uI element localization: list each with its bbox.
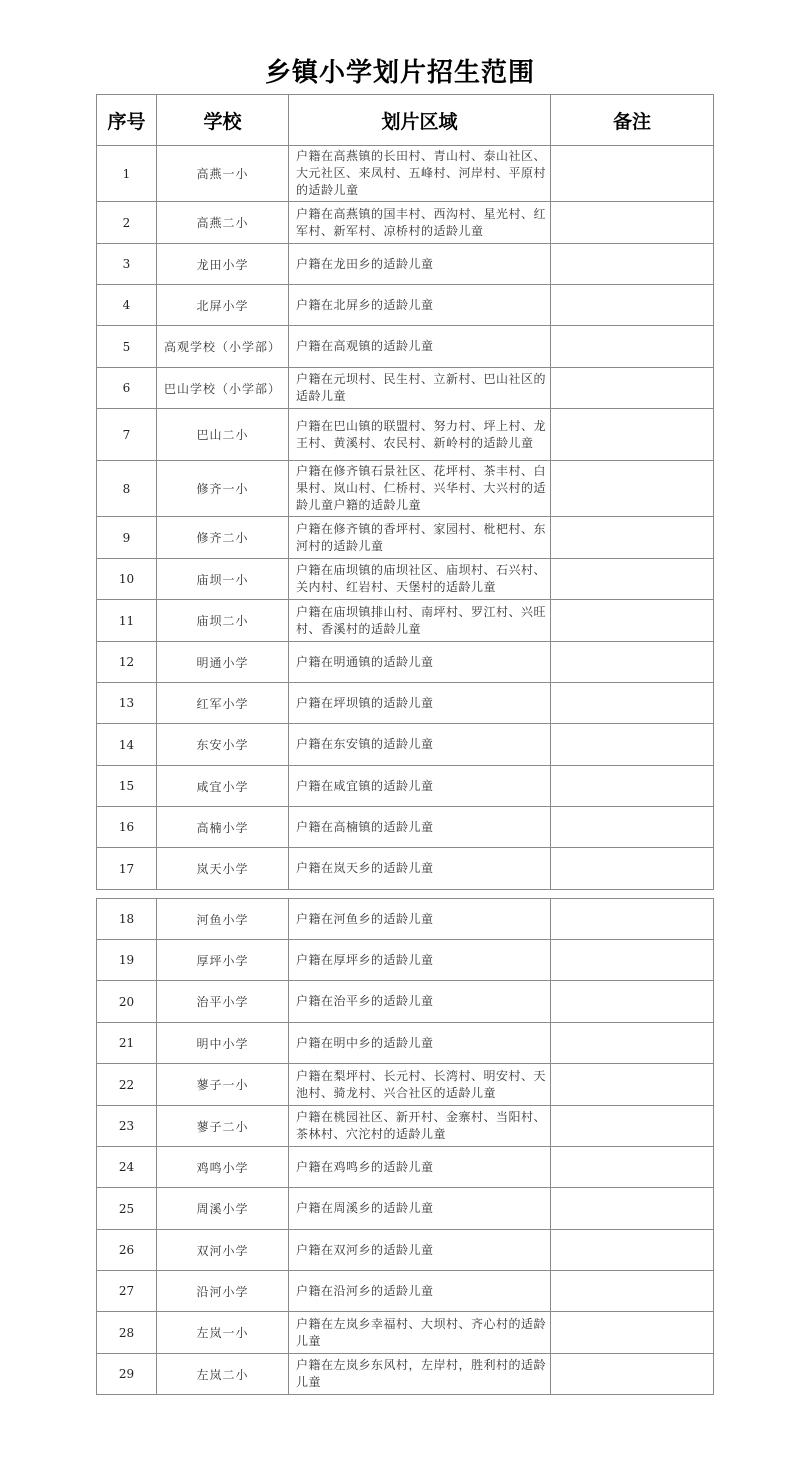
row-number: 10 [97, 559, 157, 600]
school-name: 龙田小学 [157, 244, 289, 285]
header-area: 划片区域 [289, 95, 551, 146]
enrollment-area: 户籍在高楠镇的适龄儿童 [289, 807, 551, 848]
table-row [97, 461, 714, 517]
enrollment-area: 户籍在高燕镇的长田村、青山村、泰山社区、大元社区、来凤村、五峰村、河岸村、平原村的适龄儿童 [289, 146, 551, 202]
school-name: 左岚一小 [157, 1312, 289, 1354]
header-note: 备注 [551, 95, 714, 146]
table-row [97, 1147, 714, 1188]
school-name: 巴山二小 [157, 409, 289, 461]
row-number: 16 [97, 807, 157, 848]
remarks [551, 1312, 714, 1354]
enrollment-area: 户籍在周溪乡的适龄儿童 [289, 1188, 551, 1230]
remarks [551, 848, 714, 890]
school-name: 沿河小学 [157, 1271, 289, 1312]
enrollment-area: 户籍在左岚乡幸福村、大坝村、齐心村的适龄儿童 [289, 1312, 551, 1354]
table-row [97, 1064, 714, 1106]
school-name: 修齐二小 [157, 517, 289, 559]
row-number: 20 [97, 981, 157, 1023]
table-row [97, 146, 714, 202]
enrollment-area: 户籍在修齐镇的香坪村、家园村、枇杷村、东河村的适龄儿童 [289, 517, 551, 559]
enrollment-area: 户籍在龙田乡的适龄儿童 [289, 244, 551, 285]
remarks [551, 642, 714, 683]
enrollment-area: 户籍在河鱼乡的适龄儿童 [289, 899, 551, 940]
school-name: 高燕二小 [157, 202, 289, 244]
row-number: 28 [97, 1312, 157, 1354]
table-row [97, 1230, 714, 1271]
table-row [97, 1354, 714, 1395]
remarks [551, 409, 714, 461]
remarks [551, 146, 714, 202]
enrollment-table-continued [96, 898, 714, 1395]
row-number: 3 [97, 244, 157, 285]
table-row [97, 724, 714, 766]
remarks [551, 1064, 714, 1106]
remarks [551, 1106, 714, 1147]
enrollment-area: 户籍在厚坪乡的适龄儿童 [289, 940, 551, 981]
remarks [551, 517, 714, 559]
enrollment-area: 户籍在沿河乡的适龄儿童 [289, 1271, 551, 1312]
table-row [97, 368, 714, 409]
remarks [551, 899, 714, 940]
row-number: 7 [97, 409, 157, 461]
school-name: 高观学校（小学部） [157, 326, 289, 368]
remarks [551, 244, 714, 285]
remarks [551, 1271, 714, 1312]
table-row [97, 766, 714, 807]
row-number: 11 [97, 600, 157, 642]
school-name: 鸡鸣小学 [157, 1147, 289, 1188]
table-row [97, 848, 714, 890]
school-name: 高楠小学 [157, 807, 289, 848]
remarks [551, 559, 714, 600]
remarks [551, 461, 714, 517]
enrollment-area: 户籍在高观镇的适龄儿童 [289, 326, 551, 368]
enrollment-area: 户籍在坪坝镇的适龄儿童 [289, 683, 551, 724]
remarks [551, 368, 714, 409]
row-number: 5 [97, 326, 157, 368]
school-name: 庙坝二小 [157, 600, 289, 642]
table-row [97, 326, 714, 368]
remarks [551, 326, 714, 368]
school-name: 蓼子二小 [157, 1106, 289, 1147]
enrollment-area: 户籍在修齐镇石景社区、花坪村、茶丰村、白果村、岚山村、仁桥村、兴华村、大兴村的适龄儿童户籍的适龄儿童 [289, 461, 551, 517]
remarks [551, 807, 714, 848]
header-no: 序号 [97, 95, 157, 146]
row-number: 27 [97, 1271, 157, 1312]
enrollment-area: 户籍在岚天乡的适龄儿童 [289, 848, 551, 890]
remarks [551, 724, 714, 766]
school-name: 蓼子一小 [157, 1064, 289, 1106]
table-body-continued [97, 899, 714, 1395]
table-row [97, 899, 714, 940]
school-name: 明中小学 [157, 1023, 289, 1064]
row-number: 13 [97, 683, 157, 724]
enrollment-area: 户籍在双河乡的适龄儿童 [289, 1230, 551, 1271]
table-row [97, 1023, 714, 1064]
table-row [97, 642, 714, 683]
row-number: 17 [97, 848, 157, 890]
enrollment-area: 户籍在庙坝镇排山村、南坪村、罗江村、兴旺村、香溪村的适龄儿童 [289, 600, 551, 642]
school-name: 高燕一小 [157, 146, 289, 202]
school-name: 治平小学 [157, 981, 289, 1023]
remarks [551, 1147, 714, 1188]
row-number: 22 [97, 1064, 157, 1106]
school-name: 河鱼小学 [157, 899, 289, 940]
row-number: 12 [97, 642, 157, 683]
header-school: 学校 [157, 95, 289, 146]
remarks [551, 1188, 714, 1230]
table-header-row [97, 95, 714, 146]
row-number: 2 [97, 202, 157, 244]
school-name: 左岚二小 [157, 1354, 289, 1395]
enrollment-area: 户籍在明通镇的适龄儿童 [289, 642, 551, 683]
enrollment-area: 户籍在左岚乡东风村，左岸村，胜利村的适龄儿童 [289, 1354, 551, 1395]
school-name: 明通小学 [157, 642, 289, 683]
enrollment-area: 户籍在鸡鸣乡的适龄儿童 [289, 1147, 551, 1188]
enrollment-area: 户籍在治平乡的适龄儿童 [289, 981, 551, 1023]
table-row [97, 409, 714, 461]
table-row [97, 559, 714, 600]
enrollment-area: 户籍在梨坪村、长元村、长湾村、明安村、天池村、骑龙村、兴合社区的适龄儿童 [289, 1064, 551, 1106]
remarks [551, 940, 714, 981]
table-row [97, 1271, 714, 1312]
school-name: 周溪小学 [157, 1188, 289, 1230]
remarks [551, 202, 714, 244]
row-number: 6 [97, 368, 157, 409]
school-name: 修齐一小 [157, 461, 289, 517]
table-row [97, 517, 714, 559]
remarks [551, 600, 714, 642]
row-number: 23 [97, 1106, 157, 1147]
enrollment-area: 户籍在庙坝镇的庙坝社区、庙坝村、石兴村、关内村、红岩村、天堡村的适龄儿童 [289, 559, 551, 600]
enrollment-area: 户籍在东安镇的适龄儿童 [289, 724, 551, 766]
enrollment-area: 户籍在明中乡的适龄儿童 [289, 1023, 551, 1064]
row-number: 19 [97, 940, 157, 981]
row-number: 4 [97, 285, 157, 326]
remarks [551, 683, 714, 724]
page-title: 乡镇小学划片招生范围 [264, 58, 535, 88]
table-row [97, 244, 714, 285]
table-row [97, 285, 714, 326]
school-name: 双河小学 [157, 1230, 289, 1271]
enrollment-area: 户籍在北屏乡的适龄儿童 [289, 285, 551, 326]
row-number: 9 [97, 517, 157, 559]
school-name: 东安小学 [157, 724, 289, 766]
row-number: 14 [97, 724, 157, 766]
row-number: 8 [97, 461, 157, 517]
table-row [97, 807, 714, 848]
enrollment-area: 户籍在桃园社区、新开村、金寨村、当阳村、茶林村、穴沱村的适龄儿童 [289, 1106, 551, 1147]
school-name: 咸宜小学 [157, 766, 289, 807]
row-number: 15 [97, 766, 157, 807]
table-body [97, 146, 714, 890]
remarks [551, 1023, 714, 1064]
table-row [97, 600, 714, 642]
table-row [97, 940, 714, 981]
enrollment-area: 户籍在咸宜镇的适龄儿童 [289, 766, 551, 807]
remarks [551, 285, 714, 326]
remarks [551, 766, 714, 807]
school-name: 厚坪小学 [157, 940, 289, 981]
row-number: 1 [97, 146, 157, 202]
table-row [97, 1312, 714, 1354]
row-number: 25 [97, 1188, 157, 1230]
row-number: 24 [97, 1147, 157, 1188]
row-number: 29 [97, 1354, 157, 1395]
remarks [551, 1230, 714, 1271]
table-row [97, 202, 714, 244]
table-row [97, 683, 714, 724]
school-name: 北屏小学 [157, 285, 289, 326]
table-row [97, 1188, 714, 1230]
school-name: 庙坝一小 [157, 559, 289, 600]
row-number: 18 [97, 899, 157, 940]
enrollment-area: 户籍在高燕镇的国丰村、西沟村、星光村、红军村、新军村、凉桥村的适龄儿童 [289, 202, 551, 244]
enrollment-table [96, 94, 714, 890]
enrollment-area: 户籍在元坝村、民生村、立新村、巴山社区的适龄儿童 [289, 368, 551, 409]
school-name: 巴山学校（小学部） [157, 368, 289, 409]
table-row [97, 1106, 714, 1147]
row-number: 21 [97, 1023, 157, 1064]
school-name: 红军小学 [157, 683, 289, 724]
remarks [551, 981, 714, 1023]
remarks [551, 1354, 714, 1395]
enrollment-area: 户籍在巴山镇的联盟村、努力村、坪上村、龙王村、黄溪村、农民村、新岭村的适龄儿童 [289, 409, 551, 461]
row-number: 26 [97, 1230, 157, 1271]
school-name: 岚天小学 [157, 848, 289, 890]
table-row [97, 981, 714, 1023]
